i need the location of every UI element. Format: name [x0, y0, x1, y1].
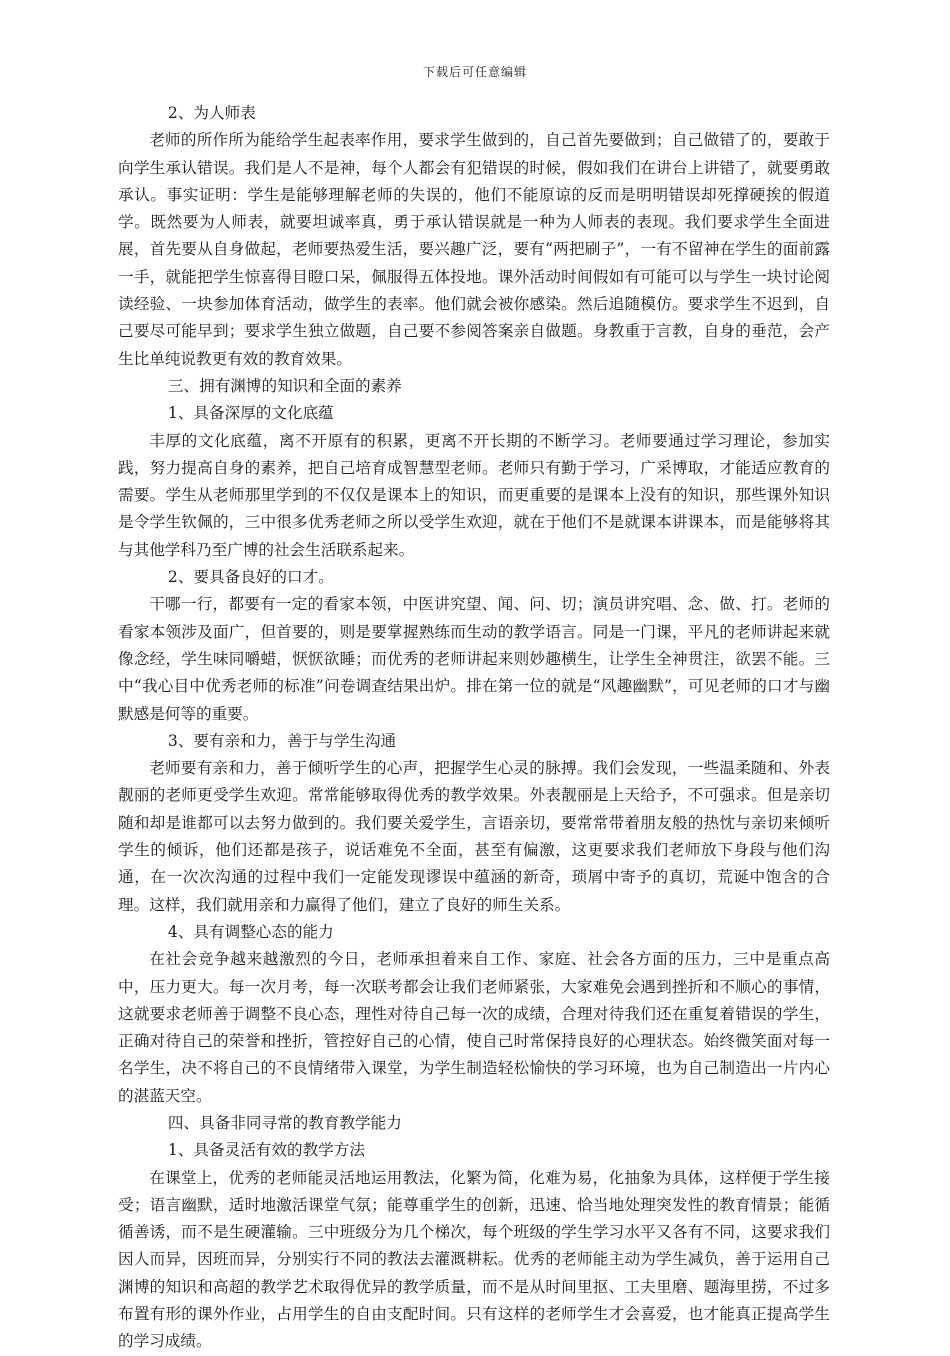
- document-body: [118, 100, 830, 1356]
- paragraph: 丰厚的文化底蕴，离不开原有的积累，更离不开长期的不断学习。老师要通过学习理论，参加实践，努力提高自身的素养，把自己培育成智慧型老师。老师只有勤于学习，广采博取，才能适应教育的需要。学生从老师那里学到的不仅仅是课本上的知识，而更重要的是课本上没有的知识，那些课外知识是令学生钦佩的，三中很多优秀老师之所以受学生欢迎，就在于他们不是就课本讲课本，而是能够将其与其他学科乃至广博的社会生活联系起来。: [118, 431, 830, 559]
- paragraph: 干哪一行，都要有一定的看家本领，中医讲究望、闻、问、切；演员讲究唱、念、做、打。老师的看家本领涉及面广，但首要的，则是要掌握熟练而生动的教学语言。同是一门课，平凡的老师讲起来就像念经，学生味同嚼蜡，恹恹欲睡；而优秀的老师讲起来则妙趣横生，让学生全神贯注，欲罢不能。三中“我心目中优秀老师的标准”问卷调查结果出炉。排在第一位的就是“风趣幽默”，可见老师的口才与幽默感是何等的重要。: [118, 595, 830, 723]
- section-heading: 2、为人师表: [167, 104, 256, 122]
- paragraph: 老师的所作所为能给学生起表率作用，要求学生做到的，自己首先要做到；自己做错了的，要敢于向学生承认错误。我们是人不是神，每个人都会有犯错误的时候，假如我们在讲台上讲错了，就要勇敢承认。事实证明：学生是能够理解老师的失误的，他们不能原谅的反而是明明错误却死撑硬挨的假道学。既然要为人师表，就要坦诚率真，勇于承认错误就是一种为人师表的表现。我们要求学生全面进展，首先要从自身做起，老师要热爱生活，要兴趣广泛，要有“两把刷子”，一有不留神在学生的面前露一手，就能把学生惊喜得目瞪口呆，佩服得五体投地。课外活动时间假如有可能可以与学生一块讨论阅读经验、一块参加体育活动，做学生的表率。他们就会被你感染。然后追随模仿。要求学生不迟到，自己要尽可能早到；要求学生独立做题，自己要不参阅答案亲自做题。身教重于言教，自身的垂范，会产生比单纯说教更有效的教育效果。: [118, 131, 830, 368]
- paragraph: 在课堂上，优秀的老师能灵活地运用教法，化繁为简，化难为易，化抽象为具体，这样便于学生接受；语言幽默，适时地激活课堂气氛；能尊重学生的创新，迅速、恰当地处理突发性的教育情景；能循循善诱，而不是生硬灌输。三中班级分为几个梯次，每个班级的学生学习水平又各有不同，这要求我们因人而异，因班而异，分别实行不同的教法去灌溉耕耘。优秀的老师能主动为学生减负，善于运用自己渊博的知识和高超的教学艺术取得优异的教学质量，而不是从时间里抠、工夫里磨、题海里捞，不过多布置有形的课外作业，占用学生的自由支配时间。只有这样的老师学生才会喜爱，也才能真正提高学生的学习成绩。: [118, 1168, 830, 1351]
- section-heading: 1、具备灵活有效的教学方法: [167, 1141, 365, 1160]
- section-heading: 三、拥有渊博的知识和全面的素养: [167, 376, 402, 395]
- section-heading: 2、要具备良好的口才。: [167, 568, 334, 587]
- paragraph: 在社会竞争越来越激烈的今日，老师承担着来自工作、家庭、社会各方面的压力，三中是重点高中，压力更大。每一次月考，每一次联考都会让我们老师紧张，大家难免会遇到挫折和不顺心的事情，这就要求老师善于调整不良心态，理性对待自己每一次的成绩，合理对待我们还在重复着错误的学生，正确对待自己的荣誉和挫折，管控好自己的心情，使自己时常保持良好的心理状态。始终微笑面对每一名学生，决不将自己的不良情绪带入课堂，为学生制造轻松愉快的学习环境，也为自己制造出一片内心的湛蓝天空。: [118, 950, 830, 1105]
- section-heading: 4、具有调整心态的能力: [167, 922, 334, 941]
- page-header: 下载后可任意编辑: [422, 65, 527, 79]
- paragraph: 老师要有亲和力，善于倾听学生的心声，把握学生心灵的脉搏。我们会发现，一些温柔随和、外表靓丽的老师更受学生欢迎。常常能够取得优秀的教学效果。外表靓丽是上天给予，不可强求。但是亲切随和却是谁都可以去努力做到的。我们要关爱学生，言语亲切，要常常带着朋友般的热忱与亲切来倾听学生的倾诉，他们还都是孩子，说话难免不全面，甚至有偏激，这更要求我们老师放下身段与他们沟通，在一次次沟通的过程中我们一定能发现谬误中蕴涵的新奇，琐屑中寄予的真切，荒诞中饱含的合理。这样，我们就用亲和力赢得了他们，建立了良好的师生关系。: [118, 759, 830, 914]
- section-heading: 四、具备非同寻常的教育教学能力: [167, 1113, 402, 1132]
- section-heading: 1、具备深厚的文化底蕴: [167, 404, 334, 423]
- section-heading: 3、要有亲和力，善于与学生沟通: [167, 731, 397, 750]
